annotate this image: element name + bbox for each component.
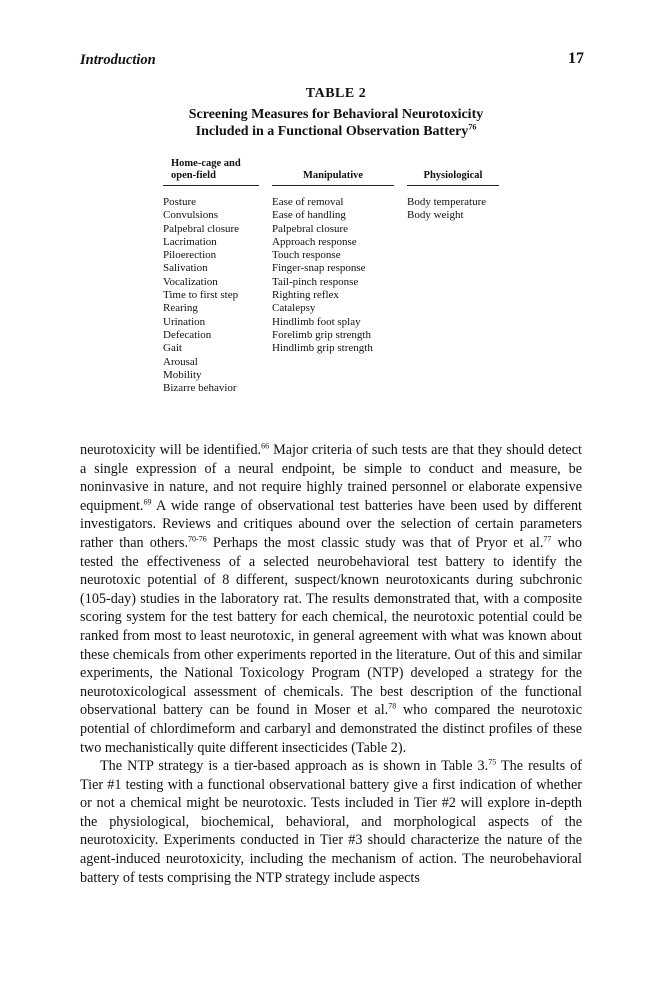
text-run: The NTP strategy is a tier-based approach as is shown in Table 3. <box>100 758 489 775</box>
table-item: Finger-snap response <box>272 262 366 275</box>
paragraph-1 <box>80 441 582 757</box>
reference-superscript: 70-76 <box>188 534 207 544</box>
text-run: Perhaps the most classic study was that of Pryor et al. <box>206 534 544 551</box>
column-list <box>272 196 394 356</box>
reference-superscript: 78 <box>388 701 397 711</box>
page-number: 17 <box>568 50 584 67</box>
reference-superscript: 75 <box>488 757 497 767</box>
table-item: Rearing <box>163 302 198 315</box>
table-item: Hindlimb foot splay <box>272 315 361 328</box>
table-item: Catalepsy <box>272 302 316 315</box>
reference-superscript: 66 <box>261 441 270 451</box>
column-header <box>407 158 499 186</box>
table-item: Touch response <box>272 249 341 262</box>
table-item: Salivation <box>163 262 208 275</box>
body-text <box>80 441 582 887</box>
table-item: Posture <box>163 196 196 208</box>
column-header-line-2: Physiological <box>423 170 483 181</box>
column-header-line-1 <box>272 158 394 170</box>
table-label: TABLE 2 <box>305 86 367 101</box>
column-list <box>407 196 499 223</box>
table-item: Urination <box>163 315 206 328</box>
column-header-line-2: open-field <box>171 170 216 181</box>
table-item: Palpebral closure <box>272 222 349 235</box>
table-item: Arousal <box>163 355 198 368</box>
table-item: Hindlimb grip strength <box>272 342 373 355</box>
table-item: Defecation <box>163 328 212 341</box>
column-manipulative <box>272 158 394 356</box>
table-caption-reference: 76 <box>468 122 477 132</box>
column-header <box>272 158 394 186</box>
table-item: Gait <box>163 342 182 355</box>
table-item: Piloerection <box>163 249 217 262</box>
table-caption-text: Included in a Functional Observation Battery <box>195 124 469 139</box>
reference-superscript: 77 <box>543 534 552 544</box>
column-list <box>163 196 259 395</box>
text-run: Major criteria of such tests are that they should detect a single expression of a neural endpoint, be simple to conduct and measure, be noninvasive in nature, and not require highly trained personnel or elaborate expensive equipment. <box>80 442 582 514</box>
table-item: Forelimb grip strength <box>272 328 371 341</box>
running-head: Introduction <box>80 52 156 68</box>
table-item: Bizarre behavior <box>163 382 237 395</box>
text-run: The results of Tier #1 testing with a functional observational battery give a first indication of whether or not a chemical might be neurotoxic. Tests included in Tier #2 will explore in-depth the physiological, biochemical, behavioral, and morphological aspects of the neurotoxicity. Experiments conducted in Tier #3 should characterize the nature of the agent-induced neurotoxicity, including the mechanism of action. The neurobehavioral battery of tests comprising the NTP strategy include aspects <box>80 758 582 886</box>
column-header-rule <box>272 185 394 186</box>
paragraph-2 <box>80 757 582 887</box>
column-header-rule <box>163 185 259 186</box>
table-item: Body weight <box>407 209 464 222</box>
table-caption-line-1: Screening Measures for Behavioral Neurotoxicity <box>188 107 484 122</box>
table-item: Convulsions <box>163 209 219 222</box>
table-item: Vocalization <box>163 275 218 288</box>
text-run: who tested the effectiveness of a selected neurobehavioral test battery to identify the neurotoxic potential of 8 different, suspect/known neurotoxicants during subchronic (105-day) studies in the laboratory rat. The results demonstrated that, with a composite scoring system for the test battery for each chemical, the neurotoxic potential could be ranked from most to least neurotoxic, in general agreement with what was known about these chemicals from other experiments reported in the literature. Out of this and similar experiments, the National Toxicology Program (NTP) developed a strategy for the neurotoxicological assessment of chemicals. The best description of the functional observational battery can be found in Moser et al. <box>80 534 582 719</box>
text-run: neurotoxicity will be identified. <box>80 442 262 458</box>
column-header-line-1 <box>407 158 499 170</box>
table-item: Palpebral closure <box>163 222 240 235</box>
table-caption-line-2 <box>0 123 662 140</box>
table-item: Ease of handling <box>272 209 346 222</box>
table-item: Mobility <box>163 368 202 381</box>
table-item: Tail-pinch response <box>272 275 359 288</box>
reference-superscript: 69 <box>143 497 152 507</box>
table-item: Time to first step <box>163 289 239 302</box>
table-item: Ease of removal <box>272 196 344 208</box>
column-header-rule <box>407 185 499 186</box>
table-item: Approach response <box>272 235 357 248</box>
column-physiological <box>407 158 499 223</box>
table-item: Body temperature <box>407 196 487 208</box>
table-item: Righting reflex <box>272 289 339 302</box>
table-item: Lacrimation <box>163 235 217 248</box>
text-run: who compared the neurotoxic potential of chlordimeform and carbaryl and demonstrated the distinct profiles of these two mechanistically quite different insecticides (Table 2). <box>80 702 582 756</box>
column-header-line-2: Manipulative <box>302 170 364 181</box>
column-home-cage <box>163 158 259 395</box>
column-header-line-1: Home-cage and <box>171 158 241 169</box>
text-run: A wide range of observational test batteries have been used by different investigators. Reviews and critiques abound over the selection of certain parameters rather than others. <box>80 497 582 551</box>
table-title-block <box>0 86 662 140</box>
column-header <box>163 158 259 186</box>
